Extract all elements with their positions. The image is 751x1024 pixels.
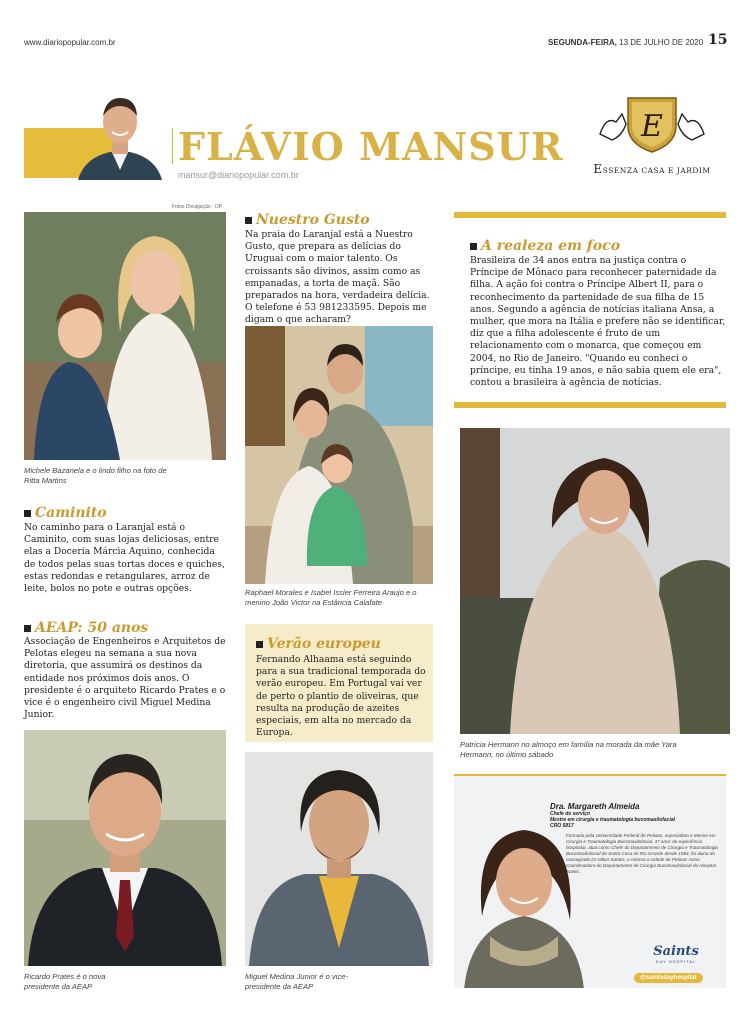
logo-crest-icon <box>592 94 712 156</box>
nuestro-heading <box>245 212 370 228</box>
columnist-email[interactable]: mansur@diariopopular.com.br <box>178 170 299 180</box>
date-text: 13 DE JULHO DE 2020 <box>616 38 704 47</box>
saints-logo-sub: DAY HOSPITAL <box>655 959 697 964</box>
family-caption: Raphael Morales e Isabel Issler Ferreira Araujo e o menino João Victor na Estância Calafate <box>245 588 417 607</box>
edition-date <box>548 38 703 47</box>
ad-doctor-specialty: Mestre em cirurgia e traumatologia bucomaxilofacial <box>550 817 676 823</box>
heading-square-icon <box>24 625 31 632</box>
verao-title: Verão europeu <box>267 636 381 652</box>
saints-handle[interactable]: @saintsdayhospital <box>634 973 703 983</box>
caminito-title: Caminito <box>35 505 107 521</box>
column-title: FLÁVIO MANSUR <box>178 124 564 169</box>
logo-initial: E <box>593 162 603 176</box>
ad-doctor-cro: CRO 5817 <box>550 823 574 829</box>
site-url[interactable]: www.diariopopular.com.br <box>24 38 116 47</box>
verao-text: Fernando Alhaama está seguindo para a sua tradicional temporada do verão europeu. Em Portugal vai ver de perto o plantio de oliveiras, que resulta na produção de azeites especiais, em alta no mercado da Europa. <box>256 654 426 739</box>
logo-wordmark <box>592 162 712 176</box>
aeap-title: AEAP: 50 anos <box>35 620 149 636</box>
essenza-logo <box>592 94 712 180</box>
michele-caption: Michele Bazanela e o lindo filho na foto de Ritta Martins <box>24 466 167 485</box>
nuestro-title: Nuestro Gusto <box>256 212 370 228</box>
realeza-top-bar <box>454 212 726 218</box>
ricardo-caption: Ricardo Prates é o nova presidente da AEAP <box>24 972 106 991</box>
logo-letter: E <box>641 109 663 144</box>
caminito-text: No caminho para o Laranjal está o Caminito, com suas lojas deliciosas, entre elas a Doceria Márcia Aquino, conhecida de todos pelas suas tortas doces e quiches, estas redondas e retangulares, arroz de leite, bolos no pote e outras opções. <box>24 522 225 595</box>
photo-credit: Fotos Divulgação - DP <box>172 204 223 210</box>
nuestro-text: Na praia do Laranjal está a Nuestro Gusto, que prepara as delícias do Uruguai com o maior talento. Os croissants são divinos, assim como as empanadas, a torta de maçã. São preparados na hora, verdadeira delícia. O telefone é 53 981233595. Depois me digam o que acharam? <box>245 229 430 326</box>
michele-photo <box>24 212 226 460</box>
columnist-photo <box>70 92 170 180</box>
realeza-bottom-bar <box>454 402 726 408</box>
saints-brand <box>646 944 706 964</box>
realeza-text: Brasileira de 34 anos entra na justiça contra o Príncipe de Mônaco para reconhecer paternidade da filha. A ação foi contra o Príncipe Albert II, para o reconhecimento da partenidade de sua filha de 15 anos. Segundo a agência de notícias italiana Ansa, a mulher, que mora na Itália e prefere não se identificar, diz que a filha adolescente é fruto de um relacionamento com o monarca, que começou em 2004, no Rio de Janeiro. "Quando eu conheci o príncipe, eu tinha 19 anos, e não sabia quem ele era", contou a brasileira à agência de notícias. <box>470 255 726 389</box>
verao-heading <box>256 636 381 652</box>
saints-ad[interactable] <box>454 774 726 988</box>
header-divider <box>172 128 173 164</box>
ricardo-photo <box>24 730 226 966</box>
ad-doctor-bio: Formada pela Universidade Federal de Pelotas, especialista e Mestre em Cirurgia e Traumatologia Bucomaxilofacial, 37 anos de experiência hospitalar, atua como Chefe do Departamento de Cirurgia e Traumatologia Bucomaxilofacial da Santa Casa de Rio Grande desde 1984, foi aluna do consagrado Dr Nilton Santos, e retorna a cidade de Pelotas como Coordenadora do Departamento de Cirurgia Bucomaxilofacial do Hospital Saints. <box>566 833 718 874</box>
patricia-caption: Patrícia Hermann no almoço em família na morada da mãe Yara Hermann, no último sábado <box>460 740 677 759</box>
miguel-photo <box>245 752 433 966</box>
ad-doctor-name: Dra. Margareth Almeida <box>550 802 640 811</box>
aeap-heading <box>24 620 148 636</box>
saints-logo-text: Saints <box>653 944 699 959</box>
miguel-caption: Miguel Medina Junior é o vice-presidente da AEAP <box>245 972 348 991</box>
heading-square-icon <box>470 243 477 250</box>
heading-square-icon <box>24 510 31 517</box>
caminito-heading <box>24 505 107 521</box>
heading-square-icon <box>245 217 252 224</box>
logo-text: SSENZA CASA E JARDIM <box>602 166 711 175</box>
date-weekday: SEGUNDA-FEIRA, <box>548 38 617 47</box>
aeap-text: Associação de Engenheiros e Arquitetos de Pelotas elegeu na semana a sua nova diretoria, que assumirá os destinos da entidade nos próximos dois anos. O presidente é o arquiteto Ricardo Prates e o vice é o engenheiro civil Miguel Medina Junior. <box>24 636 226 721</box>
realeza-heading <box>470 238 620 254</box>
ad-info <box>550 802 720 875</box>
family-photo <box>245 326 433 584</box>
patricia-photo <box>460 428 730 734</box>
page-number: 15 <box>708 32 728 48</box>
ad-doctor-role: Chefe de serviço <box>550 811 591 817</box>
realeza-title: A realeza em foco <box>481 238 621 254</box>
heading-square-icon <box>256 641 263 648</box>
